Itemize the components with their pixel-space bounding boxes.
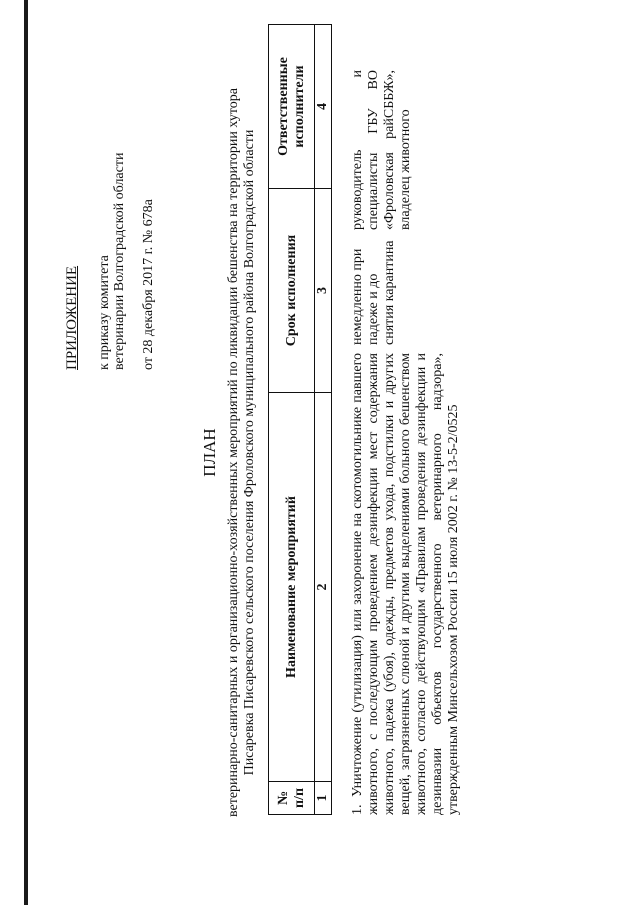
header-deadline: Срок исполнения	[269, 189, 315, 393]
index-cell: 2	[315, 393, 332, 782]
appendix-line-2: ветеринарии Волгоградской области	[112, 152, 127, 370]
index-cell: 4	[315, 25, 332, 189]
plan-subtitle-line-1: ветеринарно-санитарных и организационно-хозяйственных мероприятий по ликвидации бешенства на территории хутора	[226, 87, 241, 818]
row-deadline: немедленно при падеже и до снятия карантина	[350, 240, 397, 345]
plan-title: ПЛАН	[200, 428, 219, 477]
table-index-row	[315, 25, 332, 815]
index-cell: 3	[315, 189, 332, 393]
table-header-row	[269, 25, 315, 815]
plan-table	[268, 24, 332, 815]
plan-subtitle-line-2: Писаревка Писаревского сельского поселения Фроловского муниципального района Волгоградской области	[242, 129, 257, 776]
row-activity	[350, 353, 462, 815]
row-activity-text: Уничтожение (утилизация) или захоронение на скотомогильнике павшего животного, с последующим проведением дезинфекции мест содержания животного, падежа (убоя), одежды, предметов ухода, подстилки и других вещей, загрязненных слюной и другими выделениями больного бешенством животного, согласно действующим «Правилам проведения дезинфекции и дезинвазии объектов государственного ветеринарного надзора», утвержденным Минсельхозом России 15 июля 2002 г. № 13-5-2/0525	[350, 353, 461, 815]
row-number: 1.	[350, 804, 365, 815]
header-activity: Наименование мероприятий	[269, 393, 315, 782]
plan-subtitle	[226, 10, 258, 895]
appendix-line-1: к приказу комитета	[97, 255, 112, 370]
header-number: № п/п	[269, 782, 315, 815]
row-responsible: руководитель и специалисты ГБУ ВО «Фроловская райСББЖ», владелец животного	[350, 70, 413, 230]
index-cell: 1	[315, 782, 332, 815]
appendix-date: от 28 декабря 2017 г. № 678а	[141, 199, 156, 370]
appendix-title: ПРИЛОЖЕНИЕ	[64, 265, 80, 370]
header-responsible: Ответственные исполнители	[269, 25, 315, 189]
